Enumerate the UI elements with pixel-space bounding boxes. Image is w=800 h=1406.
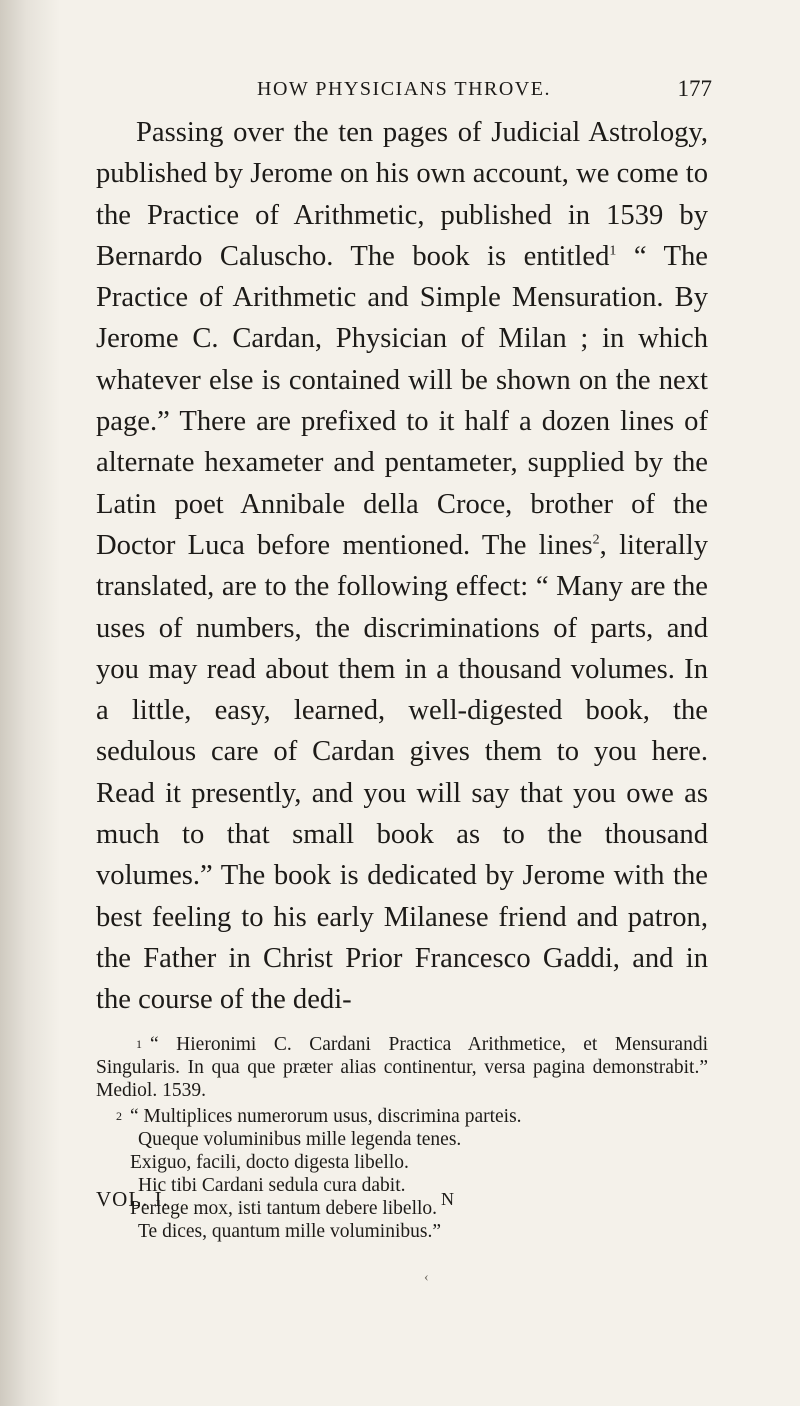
verse-line: Hic tibi Cardani sedula cura dabit. xyxy=(138,1175,406,1196)
page-header xyxy=(96,74,712,114)
body-paragraph xyxy=(96,112,708,1021)
footnote-1-marker: 1 xyxy=(136,1037,142,1051)
page-gutter-shadow xyxy=(0,0,60,1406)
signature-mark: N xyxy=(441,1189,454,1209)
body-text-part-3: , literally translated, are to the following effect: “ Many are the uses of numbers, the discriminations of parts, and you may read about them in a thousand volumes. In a little, easy, learned, well-digested book, the sedulous care of Cardan gives them to you here. Read it presently, and you will say that you owe as much to that small book as to the thousand volumes.” The book is dedicated by Jerome with the best feeling to his early Milanese friend and patron, the Father in Christ Prior Francesco Gaddi, and in the course of the dedi- xyxy=(96,529,708,1016)
footnote-2 xyxy=(96,1105,708,1243)
footnote-1-text: “ Hieronimi C. Cardani Practica Arithmetice, et Mensurandi Singularis. In qua que præter alias continentur, versa pagina demonstrabit.” Mediol. 1539. xyxy=(96,1034,708,1101)
footnote-2-marker: 2 xyxy=(116,1109,122,1123)
running-head: HOW PHYSICIANS THROVE. xyxy=(257,78,551,100)
verse-line: Exiguo, facili, docto digesta libello. xyxy=(130,1152,409,1173)
volume-label: VOL. I. xyxy=(96,1187,169,1211)
stray-mark: ‹ xyxy=(424,1270,429,1285)
body-text-part-2: “ The Practice of Arithmetic and Simple Mensuration. By Jerome C. Cardan, Physician of Milan ; in which whatever else is contained will be shown on the next page.” There are prefixed to it half a dozen lines of alternate hexameter and pentameter, supplied by the Latin poet Annibale della Croce, brother of the Doctor Luca before mentioned. The lines xyxy=(96,240,708,561)
body-text-part-1: Passing over the ten pages of Judicial Astrology, published by Jerome on his own account, we come to the Practice of Arithmetic, published in 1539 by Bernardo Caluscho. The book is entitled xyxy=(96,117,708,272)
verse-line: Queque voluminibus mille legenda tenes. xyxy=(138,1129,462,1150)
page-footer xyxy=(96,1187,708,1215)
page-number: 177 xyxy=(677,76,712,101)
verse-line: Te dices, quantum mille voluminibus.” xyxy=(138,1221,442,1242)
footnote-ref-2: 2 xyxy=(592,532,600,548)
verse-line: “ Multiplices numerorum usus, discrimina parteis. xyxy=(130,1106,522,1127)
footnote-2-verse xyxy=(130,1105,522,1243)
footnote-1 xyxy=(96,1033,708,1102)
verse-line: Perlege mox, isti tantum debere libello. xyxy=(130,1198,438,1219)
footnote-ref-1: 1 xyxy=(609,243,617,259)
